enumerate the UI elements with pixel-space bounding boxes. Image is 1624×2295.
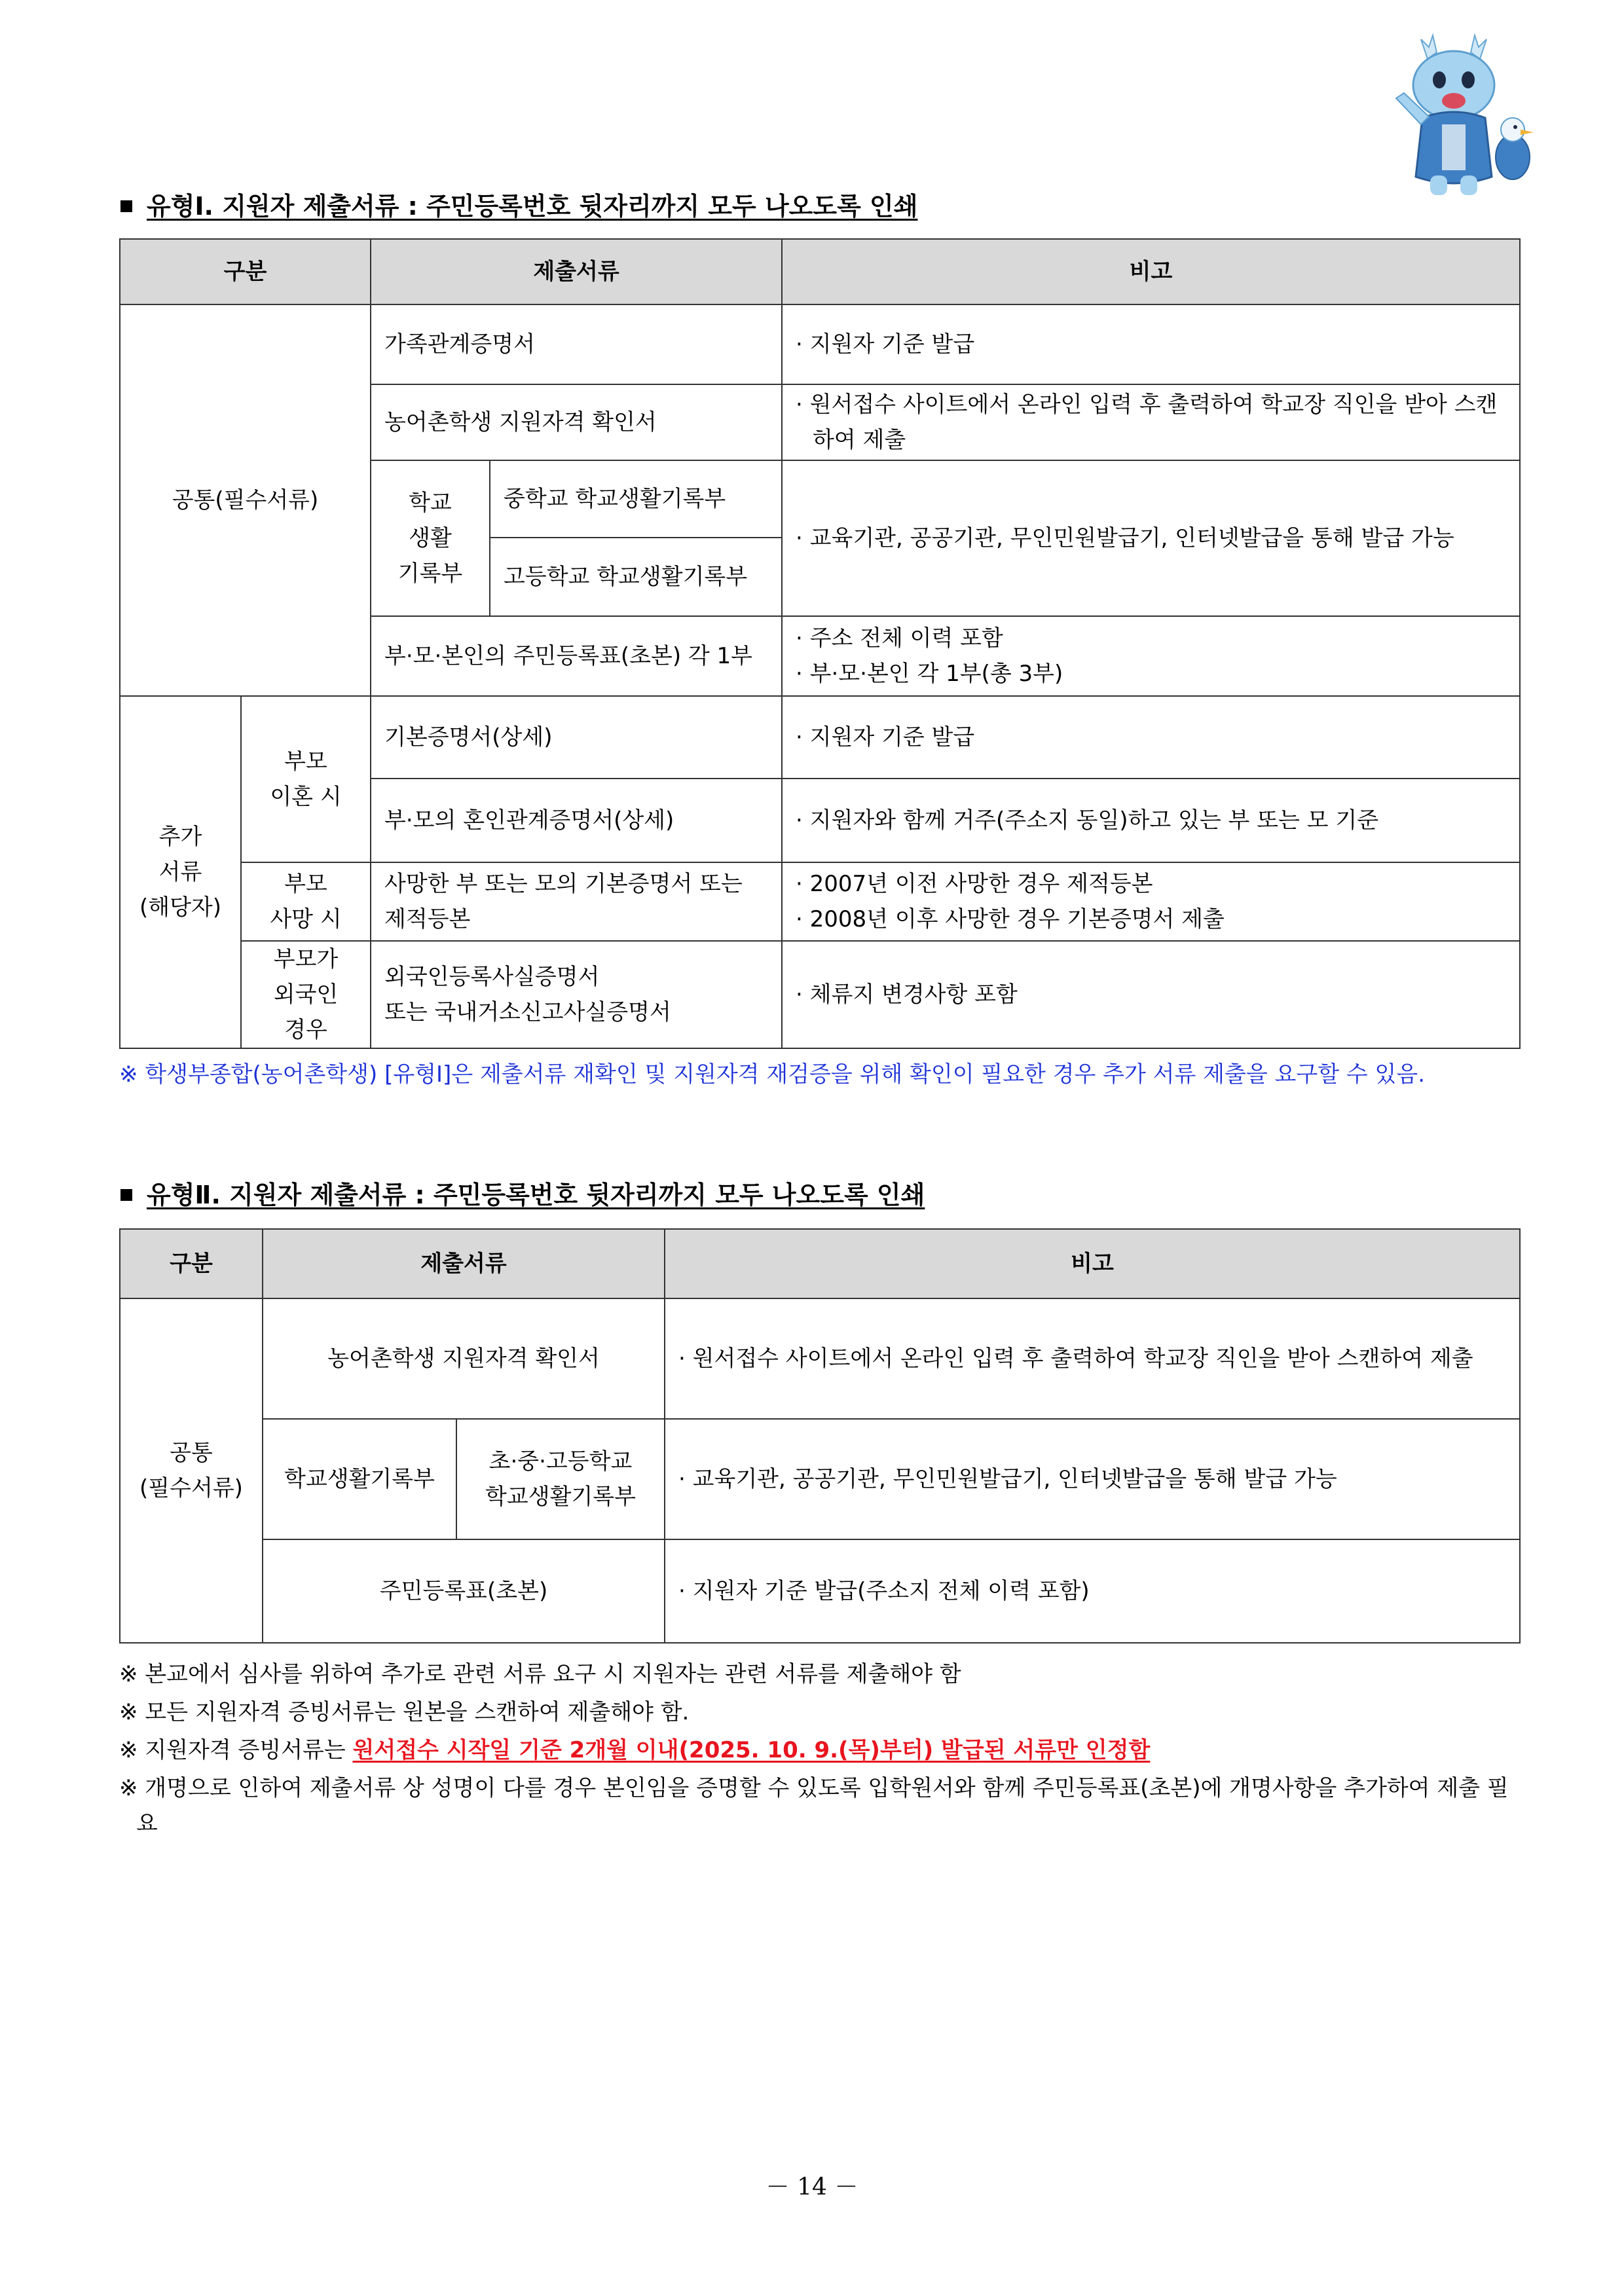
school-record-label: 학교 생활 기록부 [371, 460, 490, 616]
farm-student-cert: 농어촌학생 지원자격 확인서 [263, 1298, 665, 1419]
common-required-label: 공통 (필수서류) [120, 1298, 263, 1643]
foreigner-documents: 외국인등록사실증명서 또는 국내거소신고사실증명서 [371, 941, 782, 1048]
header-documents: 제출서류 [263, 1229, 665, 1298]
farm-cert-note: · 원서접수 사이트에서 온라인 입력 후 출력하여 학교장 직인을 받아 스캔하여 제출 [665, 1298, 1520, 1419]
death-note-1: · 2007년 이전 사망한 경우 제적등본 [796, 871, 1153, 897]
page-number: － 14 － [766, 2174, 858, 2201]
mascot-illustration [1382, 33, 1539, 203]
bullet-square-icon [120, 1189, 132, 1201]
farm-cert-note: · 원서접수 사이트에서 온라인 입력 후 출력하여 학교장 직인을 받아 스캔하여 제출 [782, 384, 1520, 460]
resident-registration: 주민등록표(초본) [263, 1539, 665, 1643]
basic-cert-note: · 지원자 기준 발급 [782, 696, 1520, 779]
resident-registration: 부·모·본인의 주민등록표(초본) 각 1부 [371, 616, 782, 696]
table-type1-documents [119, 238, 1521, 1049]
middle-school-record: 중학교 학교생활기록부 [490, 460, 782, 538]
section1-heading [120, 190, 917, 223]
farm-student-cert: 농어촌학생 지원자격 확인서 [371, 384, 782, 460]
school-record-note: · 교육기관, 공공기관, 무인민원발급기, 인터넷발급을 통해 발급 가능 [782, 460, 1520, 616]
marriage-cert-detail: 부·모의 혼인관계증명서(상세) [371, 779, 782, 862]
bullet-square-icon [120, 200, 132, 212]
basic-cert-detail: 기본증명서(상세) [371, 696, 782, 779]
header-remarks: 비고 [782, 239, 1520, 304]
header-remarks: 비고 [665, 1229, 1520, 1298]
note-3: ※ 지원자격 증빙서류는 원서접수 시작일 기준 2개월 이내(2025. 10. 9.(목)부터) 발급된 서류만 인정함 [119, 1737, 1151, 1763]
note-2: ※ 모든 지원자격 증빙서류는 원본을 스캔하여 제출해야 함. [119, 1699, 690, 1725]
school-record-note: · 교육기관, 공공기관, 무인민원발급기, 인터넷발급을 통해 발급 가능 [665, 1419, 1520, 1539]
resident-notes [782, 616, 1520, 696]
foreigner-note: · 체류지 변경사항 포함 [782, 941, 1520, 1048]
note-1: ※ 본교에서 심사를 위하여 추가로 관련 서류 요구 시 지원자는 관련 서류를 제출해야 함 [119, 1661, 961, 1687]
note-3-highlight: 원서접수 시작일 기준 2개월 이내(2025. 10. 9.(목)부터) 발급된 서류만 인정함 [352, 1737, 1151, 1763]
section1-footnote: ※ 학생부종합(농어촌학생) [유형I]은 제출서류 재확인 및 지원자격 재검증을 위해 확인이 필요한 경우 추가 서류 제출을 요구할 수 있음. [119, 1061, 1425, 1088]
header-category: 구분 [120, 1229, 263, 1298]
extra-documents-label: 추가 서류 (해당자) [120, 696, 241, 1048]
header-category: 구분 [120, 239, 371, 304]
header-documents: 제출서류 [371, 239, 782, 304]
high-school-record: 고등학교 학교생활기록부 [490, 538, 782, 616]
section1-title: 유형Ⅰ. 지원자 제출서류 : 주민등록번호 뒷자리까지 모두 나오도록 인쇄 [147, 192, 918, 221]
family-cert-note: · 지원자 기준 발급 [782, 304, 1520, 384]
family-relation-cert: 가족관계증명서 [371, 304, 782, 384]
school-record-label: 학교생활기록부 [263, 1419, 456, 1539]
death-label: 부모 사망 시 [241, 862, 371, 941]
common-required-label: 공통(필수서류) [120, 304, 371, 696]
marriage-cert-note: · 지원자와 함께 거주(주소지 동일)하고 있는 부 또는 모 기준 [782, 779, 1520, 862]
death-documents: 사망한 부 또는 모의 기본증명서 또는 제적등본 [371, 862, 782, 941]
section2-heading [120, 1179, 925, 1211]
section2-title: 유형Ⅱ. 지원자 제출서류 : 주민등록번호 뒷자리까지 모두 나오도록 인쇄 [147, 1181, 925, 1209]
death-notes [782, 862, 1520, 941]
note-4: ※ 개명으로 인하여 제출서류 상 성명이 다를 경우 본인임을 증명할 수 있도록 입학원서와 함께 주민등록표(초본)에 개명사항을 추가하여 제출 필요 [119, 1775, 1509, 1837]
resident-note-1: · 주소 전체 이력 포함 [796, 625, 1003, 652]
foreigner-label: 부모가 외국인 경우 [241, 941, 371, 1048]
school-record-doc: 초·중·고등학교 학교생활기록부 [456, 1419, 665, 1539]
death-note-2: · 2008년 이후 사망한 경우 기본증명서 제출 [796, 906, 1225, 932]
notes-block [119, 1657, 1519, 1841]
table-type2-documents [119, 1228, 1521, 1643]
divorce-label: 부모 이혼 시 [241, 696, 371, 862]
resident-note: · 지원자 기준 발급(주소지 전체 이력 포함) [665, 1539, 1520, 1643]
resident-note-2: · 부·모·본인 각 1부(총 3부) [796, 661, 1063, 687]
